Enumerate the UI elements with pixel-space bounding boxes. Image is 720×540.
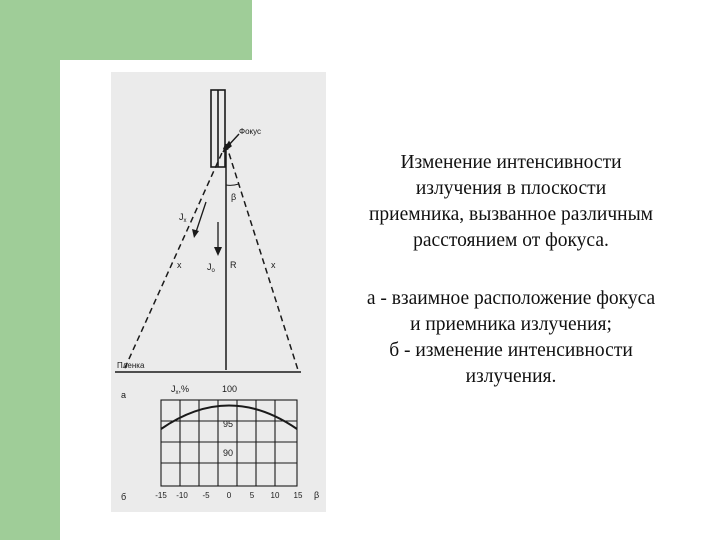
caption-gap xyxy=(336,254,686,286)
caption-desc-line: а - взаимное расположение фокуса xyxy=(366,288,656,309)
figure-caption xyxy=(336,150,686,390)
x-tick-label: -10 xyxy=(176,491,188,500)
beam-left xyxy=(124,144,226,370)
beta-label: β xyxy=(231,192,237,202)
beta-arc xyxy=(226,184,239,185)
jx-arrow xyxy=(192,202,206,238)
x-tick-label: -15 xyxy=(155,491,167,500)
x-tick-label: -5 xyxy=(202,491,210,500)
focus-label: Фокус xyxy=(239,127,262,136)
caption-desc-line: излучения. xyxy=(465,366,557,387)
value-95-label: 95 xyxy=(223,419,234,429)
x-axis-label: β xyxy=(314,490,320,500)
x-tick-label: 5 xyxy=(249,491,255,500)
x-label-left: x xyxy=(177,260,182,270)
x-tick-label: 0 xyxy=(226,491,232,500)
caption-title-line: излучения в плоскости xyxy=(415,178,607,199)
graph-ylabel: $J_x,\%$ xyxy=(171,384,190,396)
caption-desc-line: и приемника излучения; xyxy=(410,314,612,335)
figure-scan xyxy=(111,72,326,512)
green-left-band xyxy=(0,0,60,540)
caption-title-line: Изменение интенсивности xyxy=(400,152,622,173)
caption-title-line: приемника, вызванное различным xyxy=(368,204,654,225)
xray-tube xyxy=(211,90,225,167)
beam-right xyxy=(226,144,298,370)
r-label: R xyxy=(230,260,237,270)
j0-label: $J_o$ xyxy=(207,262,215,274)
part-b-label: б xyxy=(121,492,127,502)
part-a-label: а xyxy=(121,390,127,400)
graph-grid xyxy=(161,400,297,486)
film-label: Пленка xyxy=(117,361,145,370)
x-tick-label: 15 xyxy=(293,491,303,500)
x-tick-labels xyxy=(155,491,303,500)
j0-arrow xyxy=(214,222,222,256)
caption-desc-line: б - изменение интенсивности xyxy=(389,340,633,361)
jx-label: $J_x$ xyxy=(179,212,187,224)
value-100-label: 100 xyxy=(222,384,238,394)
x-tick-label: 10 xyxy=(270,491,280,500)
caption-title-line: расстоянием от фокуса. xyxy=(413,230,609,251)
x-label-right: x xyxy=(271,260,276,270)
value-90-label: 90 xyxy=(223,448,234,458)
